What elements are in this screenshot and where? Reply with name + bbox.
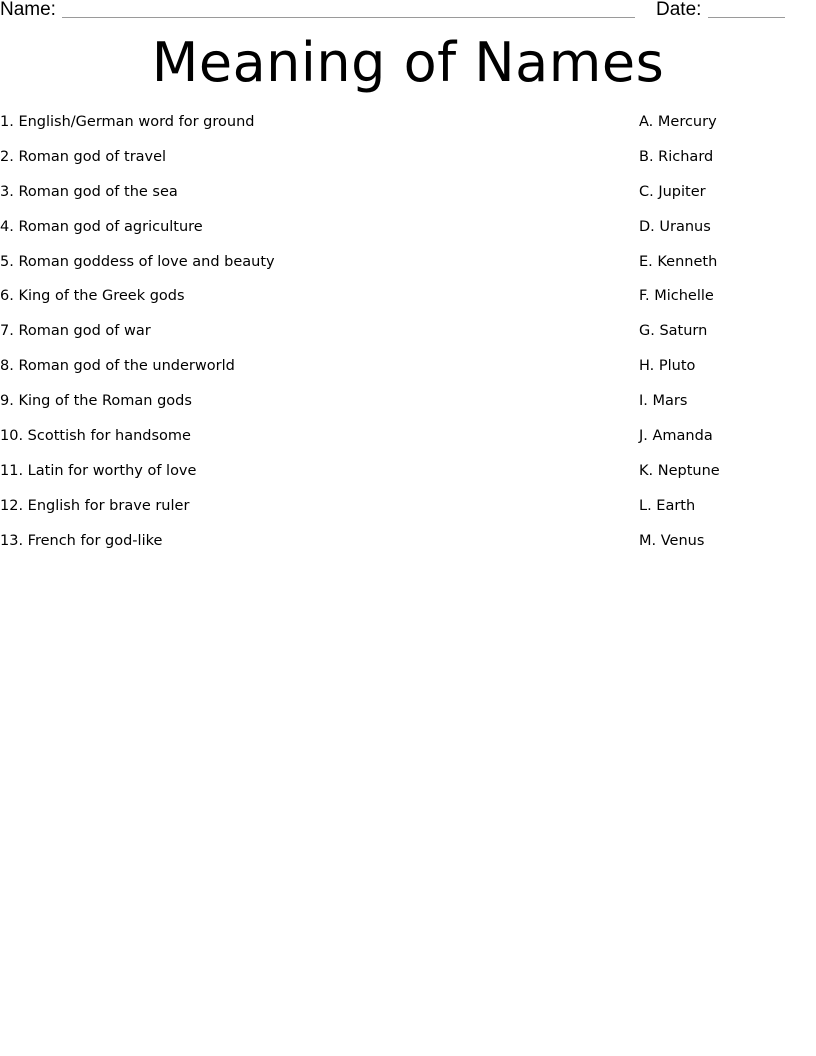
clue-item: 9. King of the Roman gods (0, 393, 192, 410)
date-blank-line (708, 17, 785, 18)
answer-item: G. Saturn (639, 323, 708, 340)
clue-item: 11. Latin for worthy of love (0, 462, 197, 479)
name-blank-line (62, 17, 635, 18)
clue-list (0, 112, 600, 566)
date-label: Date: (656, 0, 702, 20)
answer-list (639, 112, 809, 566)
clue-item: 13. French for god-like (0, 532, 163, 549)
answer-item: B. Richard (639, 148, 714, 165)
clue-item: 6. King of the Greek gods (0, 288, 185, 305)
clue-item: 4. Roman god of agriculture (0, 218, 203, 235)
clue-item: 3. Roman god of the sea (0, 183, 178, 200)
name-label: Name: (0, 0, 56, 20)
answer-item: L. Earth (639, 497, 696, 514)
answer-item: J. Amanda (639, 428, 713, 445)
header-row (0, 0, 816, 24)
answer-item: E. Kenneth (639, 253, 718, 270)
clue-item: 8. Roman god of the underworld (0, 358, 235, 375)
answer-item: D. Uranus (639, 218, 711, 235)
answer-item: C. Jupiter (639, 183, 706, 200)
clue-item: 1. English/German word for ground (0, 114, 255, 130)
answer-item: F. Michelle (639, 288, 714, 305)
clue-item: 2. Roman god of travel (0, 148, 167, 165)
clue-item: 10. Scottish for handsome (0, 428, 191, 445)
page-title: Meaning of Names (151, 31, 665, 94)
answer-item: K. Neptune (639, 462, 720, 479)
answer-item: H. Pluto (639, 358, 696, 375)
answer-item: I. Mars (639, 393, 688, 410)
answer-item: A. Mercury (639, 114, 717, 130)
clue-item: 12. English for brave ruler (0, 497, 190, 514)
clue-item: 7. Roman god of war (0, 323, 151, 340)
answer-item: M. Venus (639, 532, 705, 549)
clue-item: 5. Roman goddess of love and beauty (0, 253, 275, 270)
